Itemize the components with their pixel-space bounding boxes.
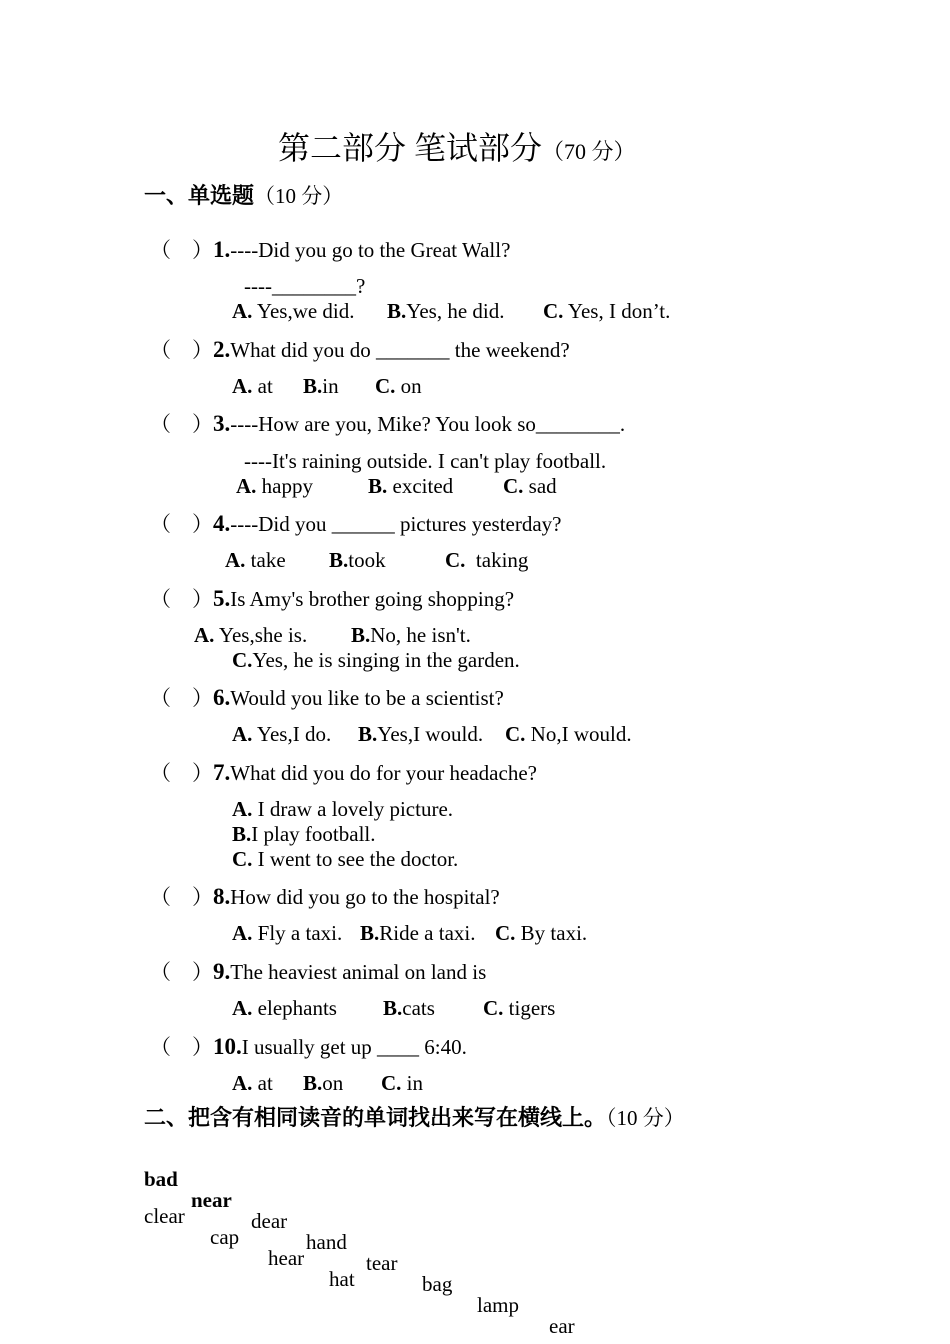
- answer-blank[interactable]: （ ）: [150, 412, 213, 436]
- question-8-option-a: [232, 923, 342, 944]
- question-6-option-a: [232, 724, 331, 745]
- question-5-option-a: [194, 625, 307, 646]
- question-text: The heaviest animal on land is: [230, 960, 487, 984]
- question-10: [150, 1035, 467, 1058]
- question-3: [150, 412, 625, 435]
- option-letter: B.: [232, 822, 252, 846]
- answer-blank[interactable]: （ ）: [150, 885, 213, 909]
- question-1-option-b: [387, 301, 504, 322]
- answer-blank[interactable]: （ ）: [150, 238, 213, 262]
- section1-points: （10 分）: [254, 184, 344, 208]
- question-6-option-b: [358, 724, 483, 745]
- option-letter: B.: [383, 996, 403, 1020]
- question-number: 10.: [213, 1034, 242, 1059]
- option-text: at: [252, 374, 273, 398]
- question-1-option-c: [543, 301, 670, 322]
- option-text: I draw a lovely picture.: [252, 797, 454, 821]
- question-8-option-b: [360, 923, 476, 944]
- option-text: sad: [523, 474, 557, 498]
- word-cap: cap: [210, 1225, 240, 1249]
- question-9: [150, 960, 486, 983]
- question-7: [150, 761, 537, 784]
- option-text: taking: [465, 548, 529, 572]
- question-8-option-c: [495, 923, 587, 944]
- word-bag: bag: [422, 1272, 453, 1296]
- option-letter: C.: [381, 1071, 402, 1095]
- option-text: in: [401, 1071, 424, 1095]
- option-text: Yes, he did.: [406, 299, 505, 323]
- option-letter: A.: [232, 1071, 253, 1095]
- option-letter: C.: [375, 374, 396, 398]
- option-text: Yes,I do.: [252, 722, 332, 746]
- option-text: happy: [256, 474, 313, 498]
- option-text: Ride a taxi.: [379, 921, 476, 945]
- question-3-option-a: [236, 476, 313, 497]
- question-3-sub: ----It's raining outside. I can't play football.: [244, 449, 607, 473]
- option-text: By taxi.: [515, 921, 588, 945]
- section2-title: 二、把含有相同读音的单词找出来写在横线上。: [144, 1106, 607, 1131]
- question-9-option-a: [232, 998, 337, 1019]
- option-letter: B.: [387, 299, 407, 323]
- answer-blank[interactable]: （ ）: [150, 686, 213, 710]
- question-7-option-c: [232, 849, 458, 870]
- question-7-option-a: [232, 799, 453, 820]
- question-4-option-a: [225, 550, 286, 571]
- option-letter: B.: [358, 722, 378, 746]
- option-letter: B.: [303, 1071, 323, 1095]
- option-letter: A.: [232, 299, 253, 323]
- option-text: No,I would.: [525, 722, 632, 746]
- answer-blank[interactable]: （ ）: [150, 761, 213, 785]
- option-letter: A.: [232, 374, 253, 398]
- word-hat: hat: [329, 1267, 355, 1291]
- question-text: Is Amy's brother going shopping?: [230, 587, 515, 611]
- question-1-options: [232, 301, 355, 322]
- question-9-option-c: [483, 998, 555, 1019]
- question-6-option-c: [505, 724, 632, 745]
- option-letter: C.: [445, 548, 466, 572]
- question-10-option-a: [232, 1073, 273, 1094]
- question-text: ----How are you, Mike? You look so________.: [230, 412, 626, 436]
- question-5-option-c: [232, 650, 520, 671]
- question-1-sub: ----________?: [244, 274, 366, 298]
- option-text: in: [322, 374, 339, 398]
- option-letter: A.: [225, 548, 246, 572]
- option-text: at: [252, 1071, 273, 1095]
- option-letter: A.: [232, 797, 253, 821]
- question-2-option-c: [375, 376, 422, 397]
- question-4-option-c: [445, 550, 528, 571]
- question-number: 8.: [213, 884, 231, 909]
- question-2-option-b: [303, 376, 339, 397]
- option-text: excited: [387, 474, 454, 498]
- option-text: on: [322, 1071, 344, 1095]
- question-text: I usually get up ____ 6:40.: [241, 1035, 467, 1059]
- question-6: [150, 686, 504, 709]
- question-number: 7.: [213, 760, 231, 785]
- option-letter: C.: [232, 648, 253, 672]
- option-text: Yes,I would.: [377, 722, 484, 746]
- option-text: Yes, he is singing in the garden.: [252, 648, 520, 672]
- question-5: [150, 587, 514, 610]
- answer-blank[interactable]: （ ）: [150, 512, 213, 536]
- section1-heading: [144, 186, 343, 208]
- question-text: What did you do _______ the weekend?: [230, 338, 570, 362]
- word-hand: hand: [306, 1230, 347, 1254]
- page-title: [278, 132, 636, 164]
- answer-blank[interactable]: （ ）: [150, 587, 213, 611]
- question-number: 2.: [213, 337, 231, 362]
- question-number: 3.: [213, 411, 231, 436]
- question-4: [150, 512, 561, 535]
- option-letter: C.: [232, 847, 253, 871]
- question-4-option-b: [329, 550, 386, 571]
- option-text: Yes,we did.: [252, 299, 355, 323]
- question-text: Would you like to be a scientist?: [230, 686, 504, 710]
- option-letter: C.: [503, 474, 524, 498]
- option-text: cats: [402, 996, 435, 1020]
- option-letter: B.: [329, 548, 349, 572]
- option-letter: B.: [368, 474, 388, 498]
- title-main: 第二部分 笔试部分: [278, 130, 543, 166]
- section2-points: （10 分）: [606, 1106, 685, 1130]
- question-10-option-c: [381, 1073, 423, 1094]
- option-text: Yes, I don’t.: [563, 299, 671, 323]
- option-letter: A.: [232, 722, 253, 746]
- option-text: tigers: [503, 996, 556, 1020]
- option-letter: B.: [351, 623, 371, 647]
- question-9-option-b: [383, 998, 435, 1019]
- question-3-option-b: [368, 476, 453, 497]
- question-number: 1.: [213, 237, 231, 262]
- option-text: I went to see the doctor.: [252, 847, 459, 871]
- section2-heading: [144, 1108, 685, 1130]
- answer-blank[interactable]: （ ）: [150, 960, 213, 984]
- question-number: 6.: [213, 685, 231, 710]
- question-1: [150, 238, 510, 261]
- question-7-option-b: [232, 824, 375, 845]
- option-text: I play football.: [251, 822, 376, 846]
- option-letter: A.: [232, 921, 253, 945]
- answer-blank[interactable]: （ ）: [150, 1035, 213, 1059]
- option-letter: C.: [483, 996, 504, 1020]
- option-letter: C.: [543, 299, 564, 323]
- option-text: take: [245, 548, 286, 572]
- question-text: How did you go to the hospital?: [230, 885, 500, 909]
- question-number: 9.: [213, 959, 231, 984]
- question-2-option-a: [232, 376, 273, 397]
- option-letter: A.: [194, 623, 215, 647]
- option-letter: A.: [232, 996, 253, 1020]
- word-dear: dear: [251, 1209, 288, 1233]
- title-points: （70 分）: [542, 139, 636, 164]
- word-near: near: [191, 1188, 232, 1212]
- question-text: What did you do for your headache?: [230, 761, 537, 785]
- word-bad: bad: [144, 1167, 178, 1191]
- word-clear: clear: [144, 1204, 185, 1228]
- word-ear: ear: [549, 1314, 575, 1338]
- option-text: Fly a taxi.: [252, 921, 343, 945]
- word-hear: hear: [268, 1246, 305, 1270]
- option-text: on: [395, 374, 422, 398]
- option-text: elephants: [252, 996, 337, 1020]
- word-tear: tear: [366, 1251, 398, 1275]
- question-2: [150, 338, 570, 361]
- option-letter: C.: [495, 921, 516, 945]
- question-5-option-b: [351, 625, 471, 646]
- option-text: took: [348, 548, 386, 572]
- option-text: No, he isn't.: [370, 623, 471, 647]
- option-letter: B.: [303, 374, 323, 398]
- answer-blank[interactable]: （ ）: [150, 338, 213, 362]
- question-3-option-c: [503, 476, 557, 497]
- option-letter: B.: [360, 921, 380, 945]
- question-number: 5.: [213, 586, 231, 611]
- question-10-option-b: [303, 1073, 343, 1094]
- section1-title: 一、单选题: [144, 184, 255, 209]
- option-text: Yes,she is.: [214, 623, 308, 647]
- question-8: [150, 885, 500, 908]
- option-letter: C.: [505, 722, 526, 746]
- question-number: 4.: [213, 511, 231, 536]
- option-letter: A.: [236, 474, 257, 498]
- question-text: ----Did you go to the Great Wall?: [230, 238, 511, 262]
- word-lamp: lamp: [477, 1293, 519, 1317]
- question-text: ----Did you ______ pictures yesterday?: [230, 512, 562, 536]
